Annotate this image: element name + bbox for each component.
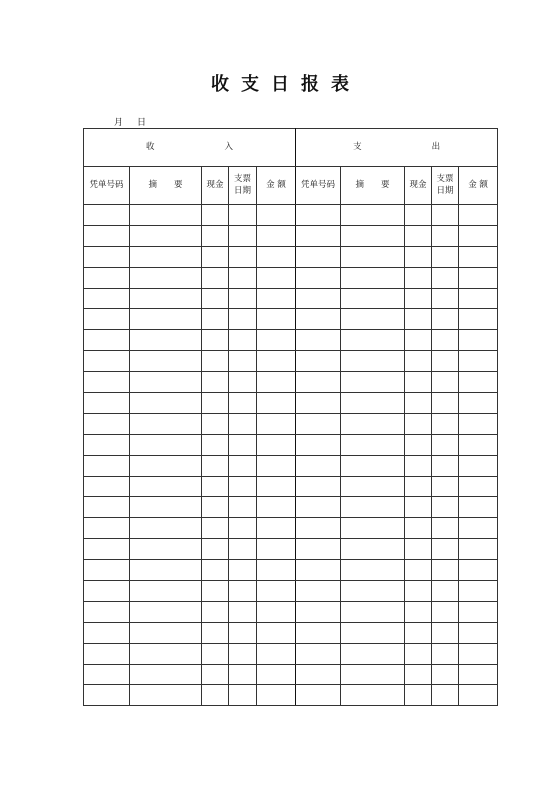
income-check-date-cell — [229, 601, 257, 622]
expense-voucher-no-cell — [296, 560, 341, 581]
expense-voucher-no-cell — [296, 351, 341, 372]
expense-check-date-cell — [432, 309, 459, 330]
income-check-date-cell — [229, 351, 257, 372]
expense-check-date-cell — [432, 601, 459, 622]
expense-check-date-cell — [432, 664, 459, 685]
income-amount-cell — [257, 497, 296, 518]
expense-summary-cell — [341, 434, 405, 455]
expense-voucher-no-header: 凭单号码 — [296, 167, 341, 205]
table-row — [84, 288, 498, 309]
income-check-date-cell — [229, 539, 257, 560]
table-row — [84, 246, 498, 267]
income-amount-cell — [257, 664, 296, 685]
expense-amount-cell — [459, 476, 498, 497]
income-summary-cell — [130, 351, 202, 372]
expense-voucher-no-cell — [296, 372, 341, 393]
income-voucher-no-cell — [84, 581, 130, 602]
income-voucher-no-cell — [84, 205, 130, 226]
income-amount-cell — [257, 539, 296, 560]
expense-amount-cell — [459, 372, 498, 393]
income-check-date-cell — [229, 267, 257, 288]
income-voucher-no-cell — [84, 309, 130, 330]
table-row — [84, 351, 498, 372]
expense-amount-cell — [459, 205, 498, 226]
expense-cash-cell — [405, 455, 432, 476]
expense-check-date-cell — [432, 685, 459, 706]
income-amount-cell — [257, 455, 296, 476]
expense-cash-cell — [405, 309, 432, 330]
expense-voucher-no-cell — [296, 601, 341, 622]
income-voucher-no-cell — [84, 497, 130, 518]
expense-check-date-cell — [432, 372, 459, 393]
expense-voucher-no-cell — [296, 539, 341, 560]
income-cash-cell — [202, 413, 229, 434]
expense-cash-cell — [405, 476, 432, 497]
expense-amount-cell — [459, 601, 498, 622]
income-check-date-cell — [229, 393, 257, 414]
income-check-date-cell — [229, 497, 257, 518]
expense-voucher-no-cell — [296, 434, 341, 455]
income-summary-cell — [130, 664, 202, 685]
income-check-date-cell — [229, 455, 257, 476]
expense-check-date-cell — [432, 643, 459, 664]
income-check-date-cell — [229, 309, 257, 330]
income-amount-cell — [257, 581, 296, 602]
table-row — [84, 476, 498, 497]
expense-cash-cell — [405, 225, 432, 246]
income-voucher-no-cell — [84, 351, 130, 372]
table-row — [84, 267, 498, 288]
expense-summary-header: 摘 要 — [341, 167, 405, 205]
income-voucher-no-cell — [84, 664, 130, 685]
income-voucher-no-cell — [84, 225, 130, 246]
expense-section-header: 支 出 — [296, 129, 498, 167]
expense-summary-cell — [341, 330, 405, 351]
income-amount-cell — [257, 476, 296, 497]
table-row — [84, 330, 498, 351]
expense-amount-cell — [459, 309, 498, 330]
income-summary-cell — [130, 309, 202, 330]
income-cash-cell — [202, 685, 229, 706]
income-summary-cell — [130, 267, 202, 288]
income-voucher-no-cell — [84, 246, 130, 267]
expense-voucher-no-cell — [296, 455, 341, 476]
income-amount-cell — [257, 246, 296, 267]
expense-summary-cell — [341, 643, 405, 664]
income-voucher-no-cell — [84, 434, 130, 455]
table-row — [84, 372, 498, 393]
expense-cash-cell — [405, 560, 432, 581]
date-line — [114, 115, 146, 128]
income-summary-cell — [130, 246, 202, 267]
expense-amount-cell — [459, 560, 498, 581]
expense-cash-cell — [405, 413, 432, 434]
expense-voucher-no-cell — [296, 664, 341, 685]
income-voucher-no-cell — [84, 455, 130, 476]
income-cash-cell — [202, 581, 229, 602]
income-cash-cell — [202, 476, 229, 497]
expense-amount-cell — [459, 225, 498, 246]
expense-amount-cell — [459, 518, 498, 539]
table-row — [84, 601, 498, 622]
income-check-date-cell — [229, 560, 257, 581]
expense-summary-cell — [341, 225, 405, 246]
expense-check-date-cell — [432, 581, 459, 602]
expense-summary-cell — [341, 518, 405, 539]
income-amount-cell — [257, 330, 296, 351]
income-summary-cell — [130, 518, 202, 539]
income-voucher-no-cell — [84, 622, 130, 643]
expense-check-date-cell — [432, 267, 459, 288]
income-amount-cell — [257, 560, 296, 581]
expense-amount-cell — [459, 455, 498, 476]
income-voucher-no-cell — [84, 393, 130, 414]
expense-cash-cell — [405, 518, 432, 539]
table-row — [84, 434, 498, 455]
income-cash-cell — [202, 560, 229, 581]
expense-summary-cell — [341, 622, 405, 643]
expense-check-date-cell — [432, 434, 459, 455]
expense-check-date-cell — [432, 205, 459, 226]
income-summary-cell — [130, 330, 202, 351]
table-row — [84, 518, 498, 539]
expense-cash-cell — [405, 601, 432, 622]
expense-cash-cell — [405, 497, 432, 518]
expense-check-date-cell — [432, 560, 459, 581]
expense-voucher-no-cell — [296, 205, 341, 226]
income-check-date-cell — [229, 372, 257, 393]
expense-check-date-cell — [432, 288, 459, 309]
expense-cash-cell — [405, 643, 432, 664]
expense-voucher-no-cell — [296, 225, 341, 246]
expense-cash-cell — [405, 267, 432, 288]
income-summary-cell — [130, 225, 202, 246]
expense-check-date-cell — [432, 518, 459, 539]
income-check-date-cell — [229, 476, 257, 497]
table-row — [84, 393, 498, 414]
ledger-body — [84, 205, 498, 706]
income-check-date-cell — [229, 664, 257, 685]
income-cash-cell — [202, 205, 229, 226]
table-row — [84, 225, 498, 246]
income-voucher-no-cell — [84, 330, 130, 351]
income-amount-cell — [257, 601, 296, 622]
expense-amount-cell — [459, 288, 498, 309]
day-label: 日 — [137, 118, 147, 128]
income-voucher-no-cell — [84, 413, 130, 434]
expense-cash-cell — [405, 622, 432, 643]
expense-check-date-cell — [432, 476, 459, 497]
expense-amount-cell — [459, 393, 498, 414]
income-check-date-cell — [229, 518, 257, 539]
income-amount-cell — [257, 205, 296, 226]
income-summary-cell — [130, 622, 202, 643]
income-cash-cell — [202, 622, 229, 643]
month-label: 月 — [114, 118, 124, 128]
income-voucher-no-header: 凭单号码 — [84, 167, 130, 205]
income-cash-cell — [202, 455, 229, 476]
table-row — [84, 413, 498, 434]
income-check-date-cell — [229, 246, 257, 267]
expense-voucher-no-cell — [296, 643, 341, 664]
expense-summary-cell — [341, 309, 405, 330]
income-amount-cell — [257, 393, 296, 414]
income-summary-cell — [130, 601, 202, 622]
expense-amount-cell — [459, 622, 498, 643]
section-header-row — [84, 129, 498, 167]
income-cash-header: 现金 — [202, 167, 229, 205]
income-summary-cell — [130, 288, 202, 309]
income-amount-cell — [257, 434, 296, 455]
income-check-date-cell — [229, 622, 257, 643]
income-cash-cell — [202, 518, 229, 539]
income-summary-cell — [130, 685, 202, 706]
expense-summary-cell — [341, 455, 405, 476]
income-summary-cell — [130, 205, 202, 226]
income-cash-cell — [202, 267, 229, 288]
income-cash-cell — [202, 225, 229, 246]
income-cash-cell — [202, 497, 229, 518]
income-amount-cell — [257, 225, 296, 246]
expense-voucher-no-cell — [296, 518, 341, 539]
table-row — [84, 685, 498, 706]
expense-voucher-no-cell — [296, 497, 341, 518]
expense-amount-cell — [459, 581, 498, 602]
income-amount-cell — [257, 518, 296, 539]
income-voucher-no-cell — [84, 643, 130, 664]
expense-check-date-cell — [432, 497, 459, 518]
income-summary-cell — [130, 455, 202, 476]
table-row — [84, 560, 498, 581]
expense-cash-cell — [405, 581, 432, 602]
expense-summary-cell — [341, 205, 405, 226]
expense-cash-cell — [405, 539, 432, 560]
expense-cash-cell — [405, 330, 432, 351]
income-cash-cell — [202, 393, 229, 414]
table-row — [84, 309, 498, 330]
income-amount-header: 金 额 — [257, 167, 296, 205]
income-summary-cell — [130, 581, 202, 602]
expense-amount-cell — [459, 413, 498, 434]
income-check-date-cell — [229, 205, 257, 226]
income-voucher-no-cell — [84, 518, 130, 539]
income-amount-cell — [257, 288, 296, 309]
expense-summary-cell — [341, 497, 405, 518]
expense-summary-cell — [341, 393, 405, 414]
income-voucher-no-cell — [84, 288, 130, 309]
income-cash-cell — [202, 434, 229, 455]
expense-summary-cell — [341, 539, 405, 560]
expense-voucher-no-cell — [296, 288, 341, 309]
expense-summary-cell — [341, 476, 405, 497]
expense-voucher-no-cell — [296, 267, 341, 288]
expense-summary-cell — [341, 288, 405, 309]
expense-cash-cell — [405, 664, 432, 685]
income-amount-cell — [257, 267, 296, 288]
expense-voucher-no-cell — [296, 393, 341, 414]
income-summary-header: 摘 要 — [130, 167, 202, 205]
income-summary-cell — [130, 413, 202, 434]
income-section-header: 收 入 — [84, 129, 296, 167]
expense-summary-cell — [341, 351, 405, 372]
ledger-table — [83, 128, 498, 706]
column-header-row — [84, 167, 498, 205]
income-cash-cell — [202, 246, 229, 267]
income-summary-cell — [130, 560, 202, 581]
table-row — [84, 581, 498, 602]
income-summary-cell — [130, 643, 202, 664]
expense-cash-cell — [405, 351, 432, 372]
expense-voucher-no-cell — [296, 330, 341, 351]
income-cash-cell — [202, 539, 229, 560]
income-summary-cell — [130, 393, 202, 414]
income-voucher-no-cell — [84, 560, 130, 581]
expense-check-date-cell — [432, 539, 459, 560]
table-row — [84, 539, 498, 560]
income-cash-cell — [202, 643, 229, 664]
income-cash-cell — [202, 330, 229, 351]
table-row — [84, 455, 498, 476]
expense-cash-cell — [405, 372, 432, 393]
income-voucher-no-cell — [84, 685, 130, 706]
income-summary-cell — [130, 434, 202, 455]
expense-amount-header: 金 额 — [459, 167, 498, 205]
expense-cash-cell — [405, 685, 432, 706]
expense-voucher-no-cell — [296, 413, 341, 434]
income-cash-cell — [202, 664, 229, 685]
expense-amount-cell — [459, 664, 498, 685]
income-check-date-cell — [229, 413, 257, 434]
income-check-date-cell — [229, 581, 257, 602]
expense-check-date-cell — [432, 351, 459, 372]
expense-amount-cell — [459, 246, 498, 267]
table-row — [84, 205, 498, 226]
income-cash-cell — [202, 601, 229, 622]
income-amount-cell — [257, 372, 296, 393]
expense-summary-cell — [341, 581, 405, 602]
expense-cash-cell — [405, 288, 432, 309]
expense-summary-cell — [341, 560, 405, 581]
expense-check-date-cell — [432, 413, 459, 434]
income-voucher-no-cell — [84, 267, 130, 288]
income-check-date-cell — [229, 643, 257, 664]
income-amount-cell — [257, 685, 296, 706]
expense-amount-cell — [459, 330, 498, 351]
income-check-date-cell — [229, 685, 257, 706]
expense-voucher-no-cell — [296, 309, 341, 330]
income-check-date-cell — [229, 288, 257, 309]
expense-summary-cell — [341, 601, 405, 622]
income-cash-cell — [202, 351, 229, 372]
expense-cash-cell — [405, 393, 432, 414]
expense-amount-cell — [459, 434, 498, 455]
expense-check-date-cell — [432, 455, 459, 476]
income-amount-cell — [257, 309, 296, 330]
expense-summary-cell — [341, 246, 405, 267]
income-voucher-no-cell — [84, 601, 130, 622]
expense-amount-cell — [459, 497, 498, 518]
income-voucher-no-cell — [84, 372, 130, 393]
expense-summary-cell — [341, 372, 405, 393]
expense-voucher-no-cell — [296, 476, 341, 497]
expense-voucher-no-cell — [296, 685, 341, 706]
expense-summary-cell — [341, 267, 405, 288]
expense-voucher-no-cell — [296, 581, 341, 602]
income-voucher-no-cell — [84, 539, 130, 560]
income-cash-cell — [202, 309, 229, 330]
expense-cash-cell — [405, 434, 432, 455]
income-check-date-cell — [229, 330, 257, 351]
income-amount-cell — [257, 643, 296, 664]
expense-amount-cell — [459, 351, 498, 372]
income-summary-cell — [130, 497, 202, 518]
income-summary-cell — [130, 476, 202, 497]
income-summary-cell — [130, 372, 202, 393]
expense-cash-cell — [405, 246, 432, 267]
income-check-date-cell — [229, 434, 257, 455]
expense-cash-cell — [405, 205, 432, 226]
expense-amount-cell — [459, 685, 498, 706]
income-amount-cell — [257, 622, 296, 643]
table-row — [84, 497, 498, 518]
table-row — [84, 622, 498, 643]
expense-check-date-cell — [432, 225, 459, 246]
expense-check-date-cell — [432, 246, 459, 267]
income-summary-cell — [130, 539, 202, 560]
page-title: 收支日报表 — [211, 74, 361, 95]
expense-cash-header: 现金 — [405, 167, 432, 205]
income-cash-cell — [202, 288, 229, 309]
expense-amount-cell — [459, 643, 498, 664]
expense-amount-cell — [459, 539, 498, 560]
income-cash-cell — [202, 372, 229, 393]
expense-summary-cell — [341, 685, 405, 706]
expense-summary-cell — [341, 664, 405, 685]
income-check-date-header: 支票 日期 — [229, 167, 257, 205]
expense-amount-cell — [459, 267, 498, 288]
expense-check-date-header: 支票 日期 — [432, 167, 459, 205]
expense-check-date-cell — [432, 622, 459, 643]
income-amount-cell — [257, 413, 296, 434]
expense-summary-cell — [341, 413, 405, 434]
expense-voucher-no-cell — [296, 246, 341, 267]
expense-check-date-cell — [432, 393, 459, 414]
income-amount-cell — [257, 351, 296, 372]
table-row — [84, 664, 498, 685]
income-check-date-cell — [229, 225, 257, 246]
table-row — [84, 643, 498, 664]
expense-voucher-no-cell — [296, 622, 341, 643]
income-voucher-no-cell — [84, 476, 130, 497]
expense-check-date-cell — [432, 330, 459, 351]
